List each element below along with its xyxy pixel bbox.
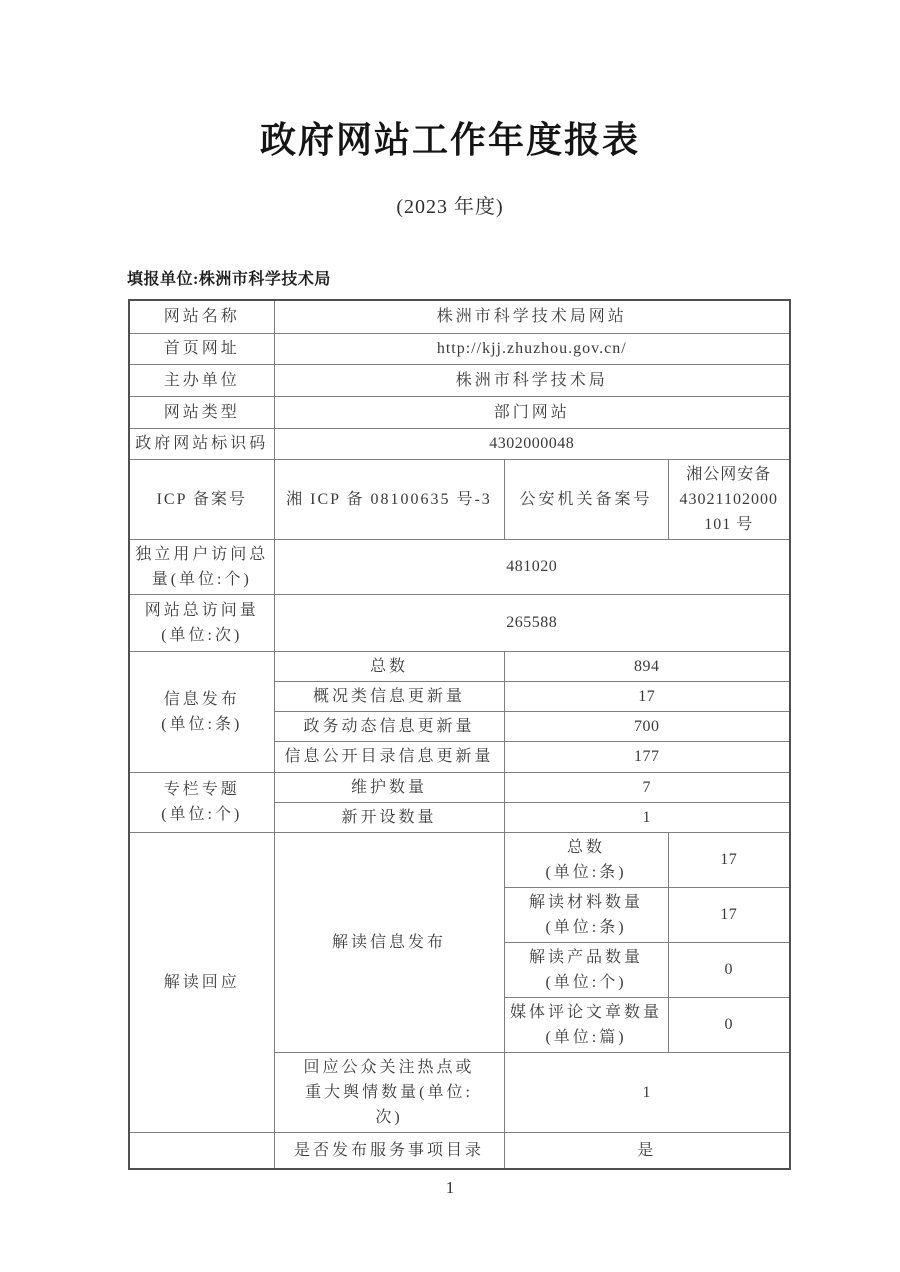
row-sponsor-unit [129, 364, 790, 396]
info-overview-value: 17 [504, 681, 790, 711]
row-interp-total [129, 832, 790, 887]
row-site-name [129, 300, 790, 333]
interp-material-value: 17 [668, 887, 790, 942]
unique-visitors-label: 独立用户访问总量(单位:个) [129, 539, 274, 594]
public-response-label: 回应公众关注热点或 重大舆情数量(单位: 次) [274, 1052, 504, 1132]
interp-total-label: 总数 (单位:条) [504, 832, 668, 887]
row-icp-record [129, 459, 790, 539]
homepage-url-label: 首页网址 [129, 333, 274, 364]
site-type-value: 部门网站 [274, 396, 790, 428]
page-subtitle: (2023 年度) [396, 196, 504, 218]
interpretation-publish-label: 解读信息发布 [274, 832, 504, 1052]
row-site-type [129, 396, 790, 428]
total-visits-label: 网站总访问量 (单位:次) [129, 594, 274, 651]
interp-product-label: 解读产品数量 (单位:个) [504, 942, 668, 997]
icp-record-value: 湘 ICP 备 08100635 号-3 [274, 459, 504, 539]
interp-product-value: 0 [668, 942, 790, 997]
row-service-catalog [129, 1132, 790, 1169]
info-dynamic-value: 700 [504, 711, 790, 741]
sponsor-unit-value: 株洲市科学技术局 [274, 364, 790, 396]
row-site-code [129, 428, 790, 459]
info-catalog-label: 信息公开目录信息更新量 [274, 741, 504, 772]
row-total-visits [129, 594, 790, 651]
report-table [128, 299, 791, 1170]
site-type-label: 网站类型 [129, 396, 274, 428]
topics-new-value: 1 [504, 802, 790, 832]
page-number: 1 [445, 1178, 455, 1197]
info-publish-label: 信息发布 (单位:条) [129, 651, 274, 772]
interp-material-label: 解读材料数量 (单位:条) [504, 887, 668, 942]
total-visits-value: 265588 [274, 594, 790, 651]
site-code-label: 政府网站标识码 [129, 428, 274, 459]
service-catalog-label: 是否发布服务事项目录 [274, 1132, 504, 1169]
service-catalog-section-cell [129, 1132, 274, 1169]
police-record-label: 公安机关备案号 [504, 459, 668, 539]
row-info-total [129, 651, 790, 681]
special-topics-label: 专栏专题 (单位:个) [129, 772, 274, 832]
info-dynamic-label: 政务动态信息更新量 [274, 711, 504, 741]
public-response-value: 1 [504, 1052, 790, 1132]
reporting-unit-line [127, 266, 331, 289]
topics-new-label: 新开设数量 [274, 802, 504, 832]
icp-record-label: ICP 备案号 [129, 459, 274, 539]
info-catalog-value: 177 [504, 741, 790, 772]
interpretation-label: 解读回应 [129, 832, 274, 1132]
sponsor-unit-label: 主办单位 [129, 364, 274, 396]
homepage-url-value: http://kjj.zhuzhou.gov.cn/ [274, 333, 790, 364]
reporting-unit-name: 株洲市科学技术局 [198, 271, 331, 288]
topics-maintained-value: 7 [504, 772, 790, 802]
site-name-label: 网站名称 [129, 300, 274, 333]
reporting-unit-label: 填报单位: [127, 271, 199, 288]
service-catalog-value: 是 [504, 1132, 790, 1169]
site-name-value: 株洲市科学技术局网站 [274, 300, 790, 333]
unique-visitors-value: 481020 [274, 539, 790, 594]
info-total-value: 894 [504, 651, 790, 681]
row-topics-maintained [129, 772, 790, 802]
police-record-value: 湘公网安备 43021102000 101 号 [668, 459, 790, 539]
media-comment-label: 媒体评论文章数量 (单位:篇) [504, 997, 668, 1052]
info-overview-label: 概况类信息更新量 [274, 681, 504, 711]
interp-total-value: 17 [668, 832, 790, 887]
info-total-label: 总数 [274, 651, 504, 681]
topics-maintained-label: 维护数量 [274, 772, 504, 802]
media-comment-value: 0 [668, 997, 790, 1052]
row-homepage-url [129, 333, 790, 364]
page-title: 政府网站工作年度报表 [259, 119, 640, 160]
site-code-value: 4302000048 [274, 428, 790, 459]
row-unique-visitors [129, 539, 790, 594]
